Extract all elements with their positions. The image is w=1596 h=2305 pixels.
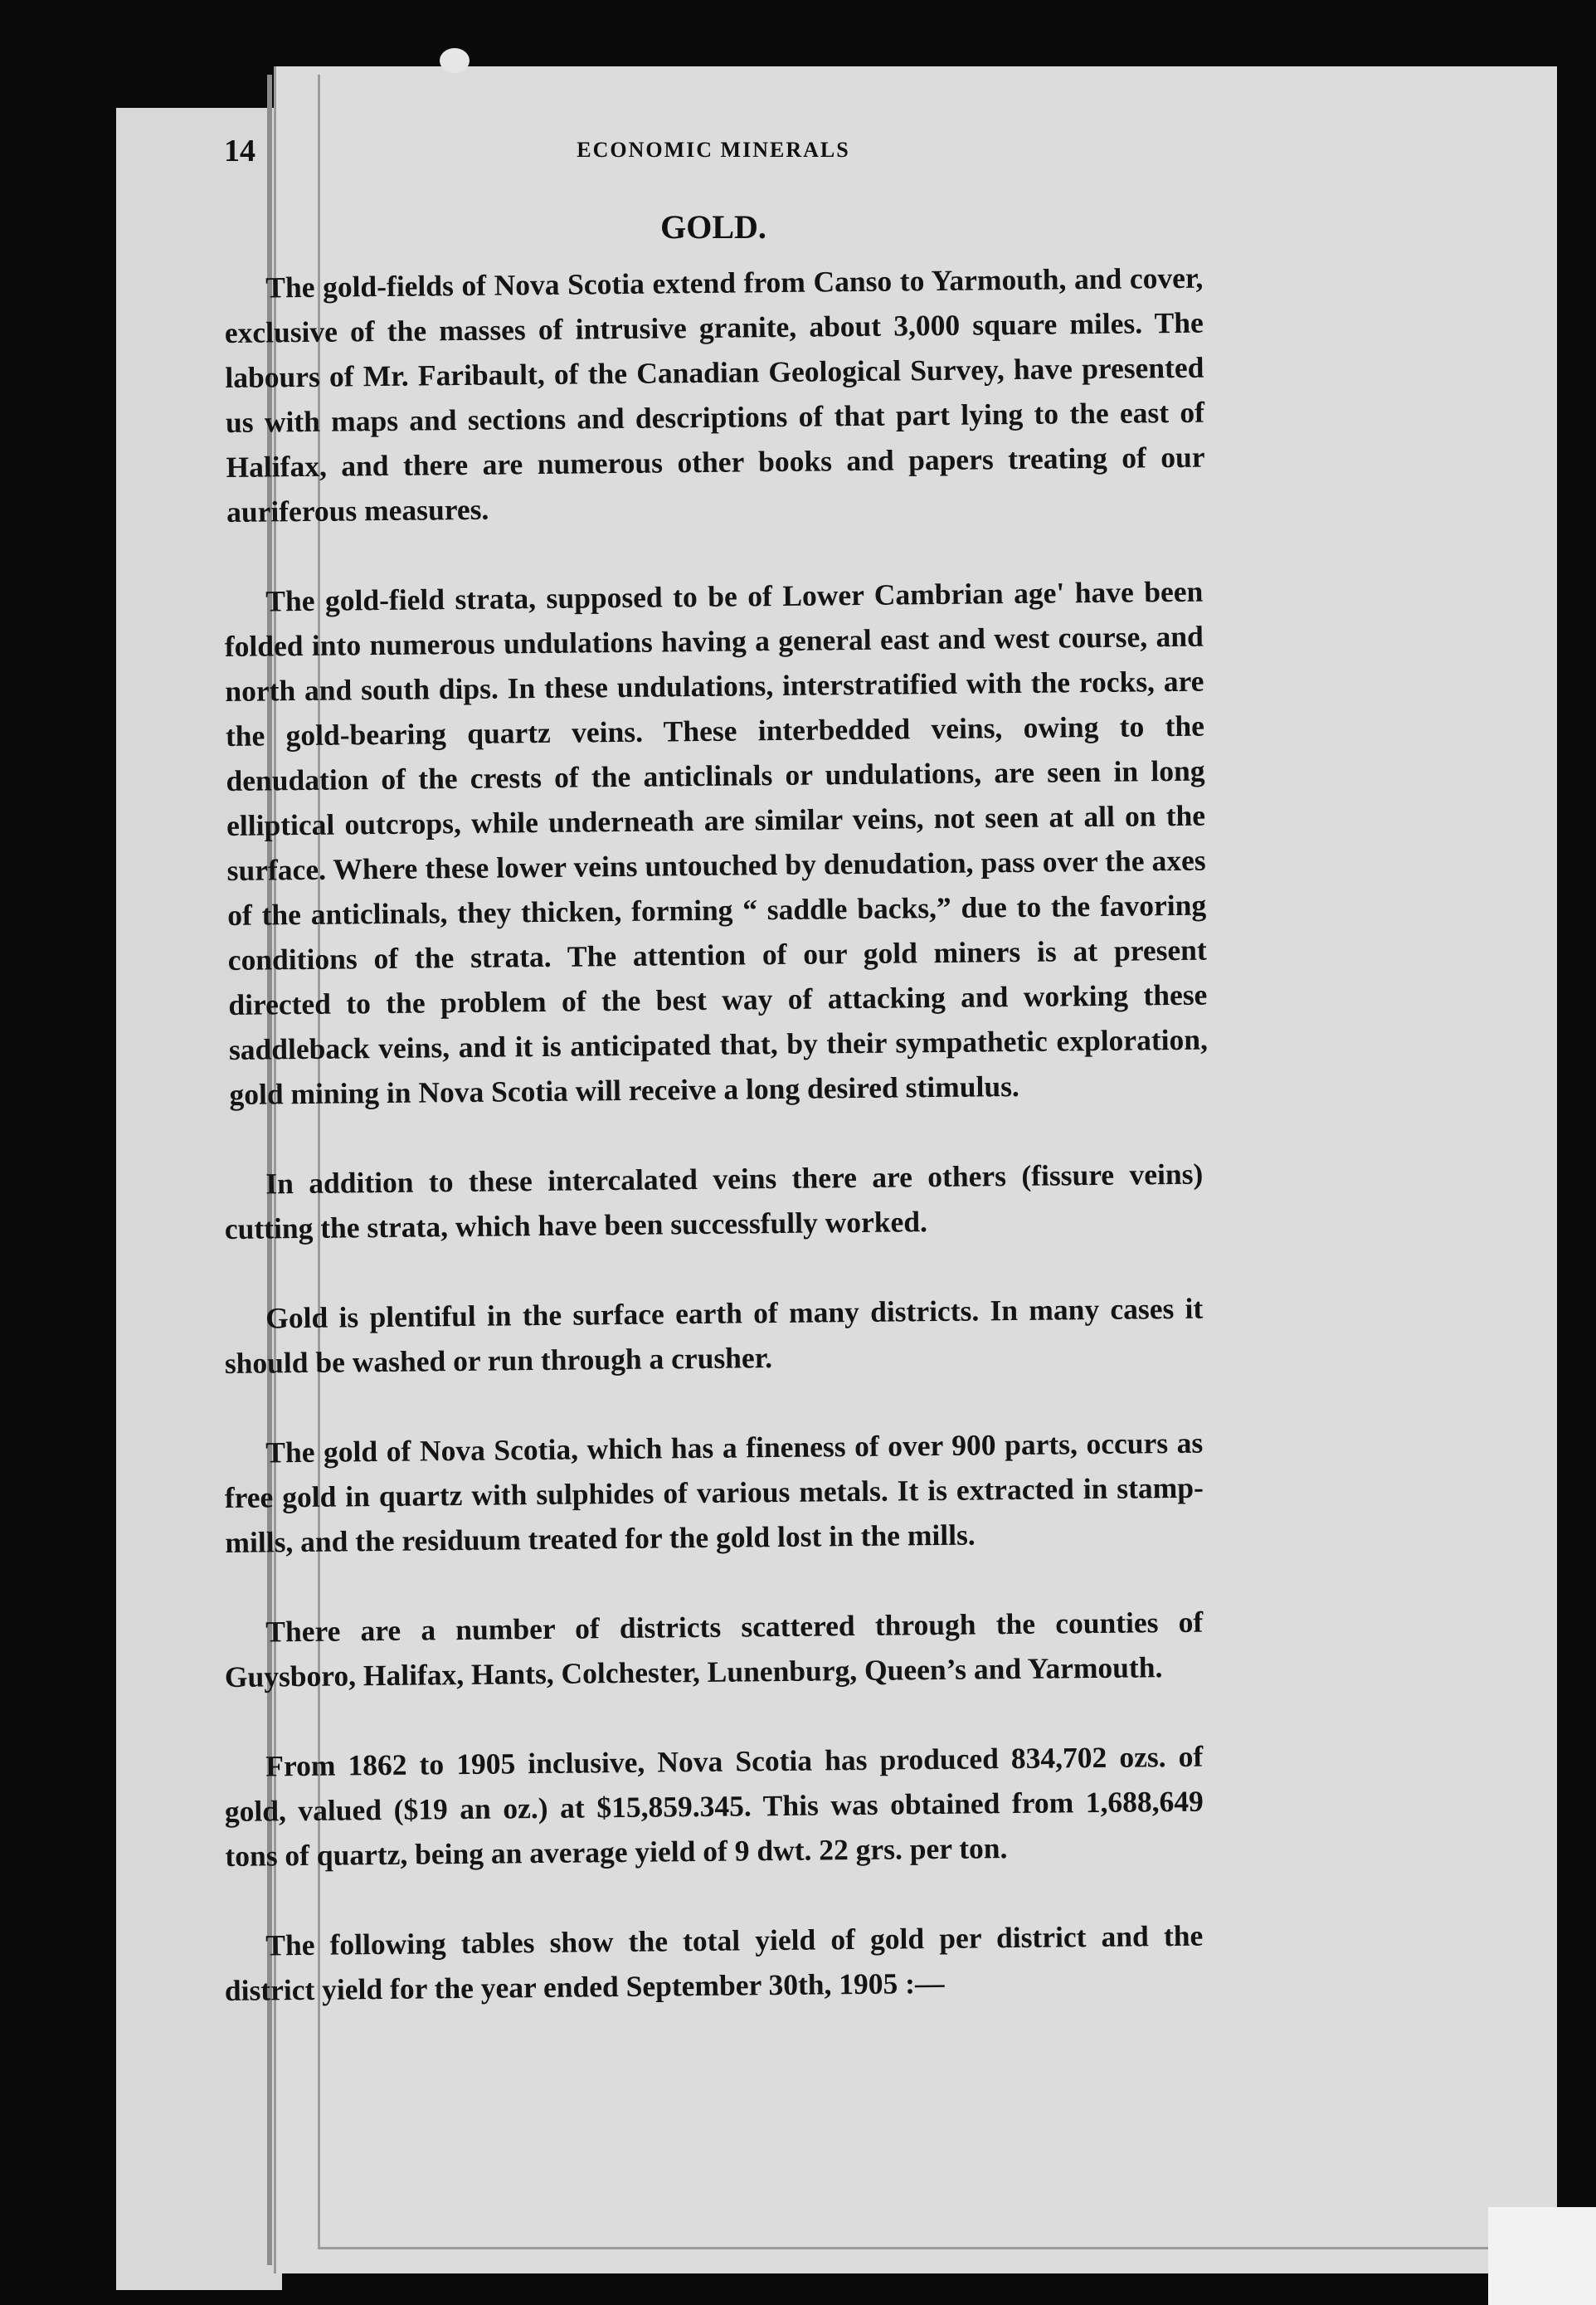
scan-speck (440, 48, 470, 73)
paragraph: The following tables show the total yield of gold per district and the district yield for the year ended September 30th, 1905 :— (224, 1918, 1204, 2007)
paragraph: The gold-fields of Nova Scotia extend from Canso to Yarmouth, and cover, exclusive of the masses of intrusive granite, about 3,000 square miles. The labours of Mr. Faribault, of the Canadian Geological Survey, have presented us with maps and sections and descriptions of that part lying to the east of Halifax, and there are numerous other books and papers treating of our auriferous measures. (224, 261, 1205, 529)
paragraph: In addition to these intercalated veins there are others (fissure veins) cutting the strata, which have been successfully worked. (224, 1157, 1204, 1245)
paragraph: There are a number of districts scattered through the counties of Guysboro, Halifax, Hants, Colchester, Lunenburg, Queen’s and Yarmouth. (224, 1605, 1204, 1693)
section-title: GOLD. (660, 208, 766, 246)
paragraph: The gold-field strata, supposed to be of Lower Cambrian age' have been folded into numerous undulations having a general east and west course, and north and south dips. In these undulations, interstratified with the rocks, are the gold-bearing quartz veins. These interbedded veins, owing to the denudation of the crests of the anticlinals or undulations, are seen in long elliptical outcrops, while underneath are similar veins, not seen at all on the surface. Where these lower veins untouched by denudation, pass over the axes of the anticlinals, they thicken, forming “ saddle backs,” due to the favoring conditions of the strata. The attention of our gold miners is at present directed to the problem of the best way of attacking and working these saddleback veins, and it is anticipated that, by their sympathetic exploration, gold mining in Nova Scotia will receive a long desired stimulus. (224, 574, 1209, 1111)
paragraph: Gold is plentiful in the surface earth of many districts. In many cases it should be washed or run through a crusher. (224, 1291, 1204, 1380)
page-header (224, 133, 1203, 174)
page-border-bottom (318, 2247, 1545, 2249)
scan-edge-artifact (1488, 2207, 1596, 2305)
running-head: ECONOMIC MINERALS (577, 138, 850, 162)
body-text (224, 261, 1209, 2058)
paragraph: The gold of Nova Scotia, which has a fineness of over 900 parts, occurs as free gold in quartz with sulphides of various metals. It is extracted in stamp-mills, and the residuum treated for the gold lost in the mills. (224, 1425, 1204, 1559)
paragraph: From 1862 to 1905 inclusive, Nova Scotia has produced 834,702 ozs. of gold, valued ($19 an oz.) at $15,859.345. This was obtained from 1,688,649 tons of quartz, being an average yield of 9 dwt. 22 grs. per ton. (224, 1739, 1204, 1873)
page-number: 14 (224, 134, 255, 168)
